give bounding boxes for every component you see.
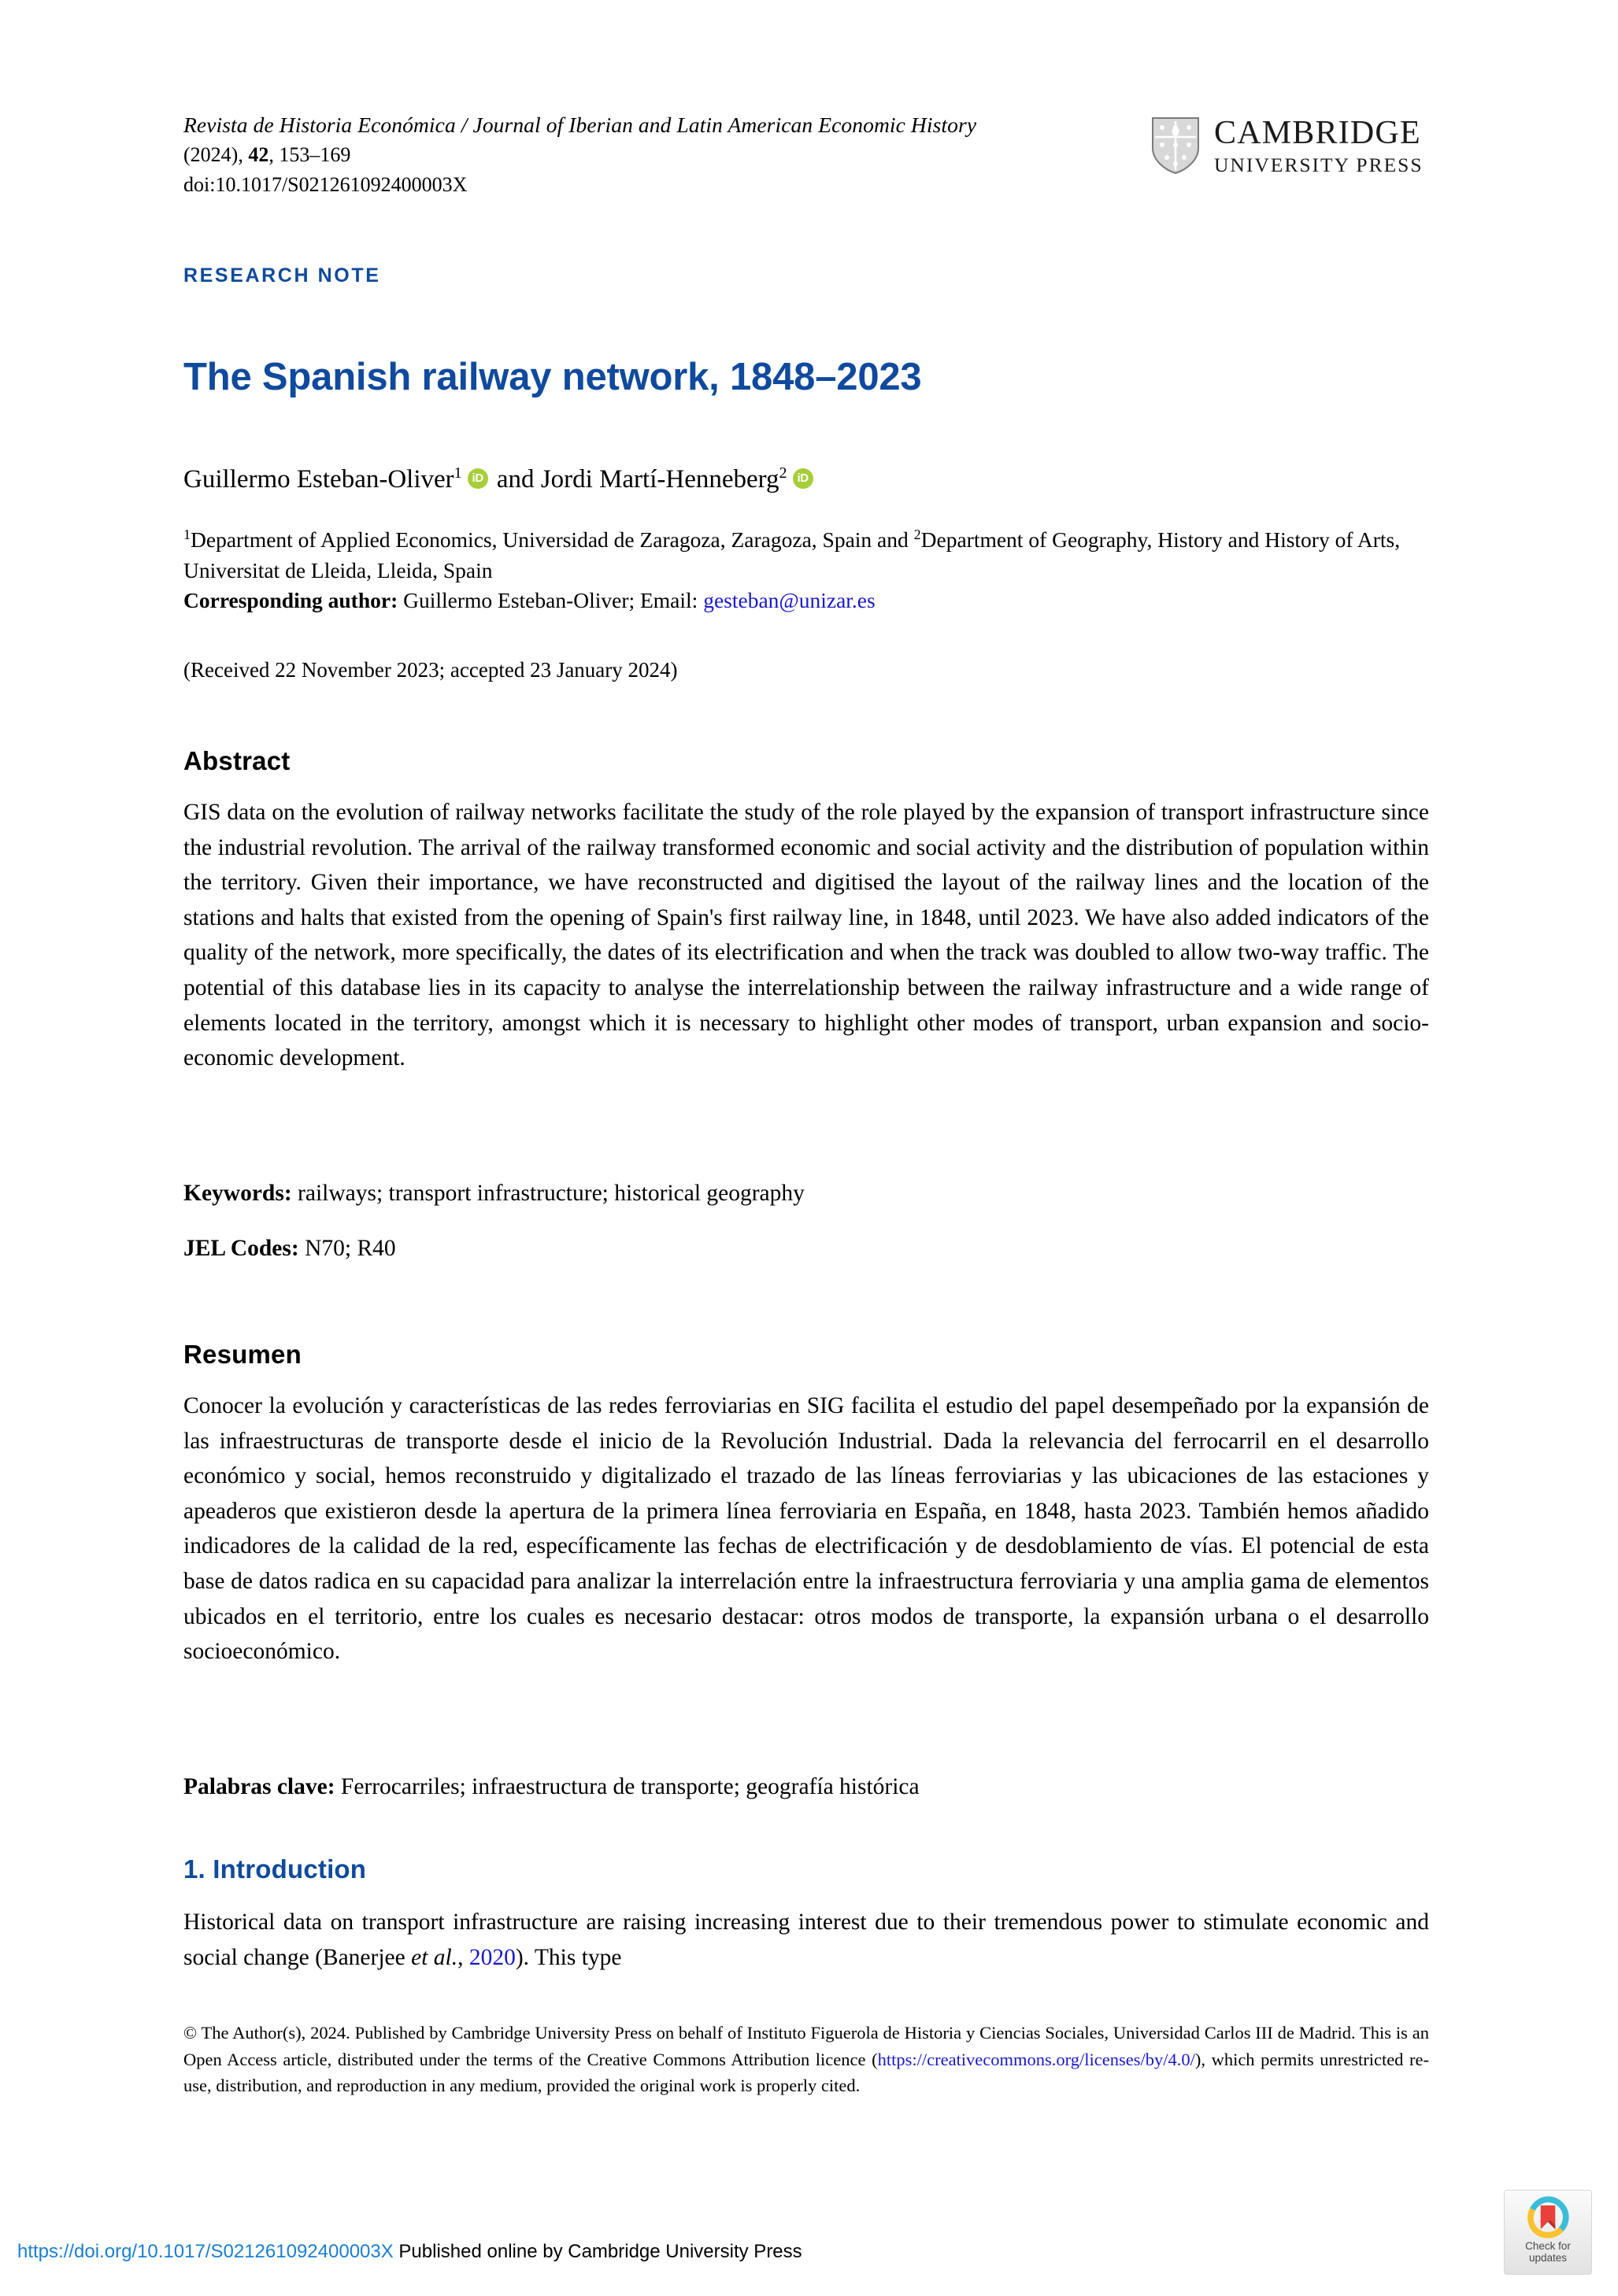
issue-line <box>183 140 1113 170</box>
palabras-clave-line <box>183 1769 1429 1804</box>
crossmark-check-for-updates-badge[interactable] <box>1504 2190 1592 2275</box>
intro-et-al: et al. <box>411 1944 458 1970</box>
doi-link[interactable]: https://doi.org/10.1017/S021261092400003X <box>17 2241 394 2262</box>
license-footnote <box>183 2020 1429 2099</box>
affiliation-marker-1: 1 <box>183 527 191 542</box>
citation-link-banerjee-2020[interactable]: 2020 <box>468 1944 516 1970</box>
orcid-icon[interactable] <box>468 468 488 489</box>
license-text-1: © The Author(s), 2024. Published by Cambridge University Press on behalf of Instituto Figuerola de Historia y Ciencias Sociales, Universidad Carlos III de Madrid. This is an Open Access article, distributed under the terms of the Creative Commons Attribution licence ( <box>183 2023 1429 2069</box>
affiliation-1: Department of Applied Economics, Universidad de Zaragoza, Zaragoza, Spain and <box>191 527 914 553</box>
article-type-kicker: RESEARCH NOTE <box>183 264 381 287</box>
volume-number: 42 <box>248 143 269 166</box>
cup-line-2: UNIVERSITY PRESS <box>1214 153 1424 176</box>
author-conjunction: and <box>490 465 541 494</box>
jel-codes-value: N70; R40 <box>298 1236 396 1261</box>
keywords-line <box>183 1176 1429 1211</box>
abstract-body: GIS data on the evolution of railway networks facilitate the study of the role played by the expansion of transport infrastructure since the industrial revolution. The arrival of the railway transformed economic and social activity and the distribution of population within the territory. Given their importance, we have reconstructed and digitised the layout of the railway lines and the location of the stations and halts that existed from the opening of Spain's first railway line, in 1848, until 2023. We have also added indicators of the quality of the network, more specifically, the dates of its electrification and when the track was doubled to allow two-way traffic. The potential of this database lies in its capacity to analyse the interrelationship between the railway infrastructure and a wide range of elements located in the territory, amongst which it is necessary to highlight other modes of transport, urban expansion and socio-economic development. <box>183 800 1429 1071</box>
resumen-heading: Resumen <box>183 1340 302 1369</box>
intro-text-1: Historical data on transport infrastructure are raising increasing interest due to their tremendous power to stimulate economic and social change (Banerjee <box>183 1910 1429 1970</box>
introduction-heading: 1. Introduction <box>183 1854 367 1884</box>
intro-text-3: ). This type <box>515 1944 622 1970</box>
orcid-icon[interactable] <box>793 468 813 489</box>
masthead <box>183 110 1113 200</box>
issue-pages: , 153–169 <box>268 143 351 166</box>
palabras-clave-value: Ferrocarriles; infraestructura de transporte; geografía histórica <box>335 1774 920 1799</box>
received-accepted-dates: (Received 22 November 2023; accepted 23 January 2024) <box>183 658 678 682</box>
published-online-note: Published online by Cambridge University Press <box>393 2241 802 2262</box>
cambridge-shield-icon <box>1151 116 1200 175</box>
author-name-1: Guillermo Esteban-Oliver <box>183 465 454 494</box>
crossmark-label <box>1525 2240 1571 2264</box>
affiliations-block <box>183 519 1435 616</box>
abstract-heading: Abstract <box>183 746 291 775</box>
keywords-label: Keywords: <box>183 1181 292 1206</box>
intro-text-2: , <box>457 1944 469 1970</box>
cambridge-university-press-logo <box>1151 115 1435 176</box>
keywords-value: railways; transport infrastructure; historical geography <box>291 1181 805 1206</box>
author-name-2: Jordi Martí-Henneberg <box>540 465 779 494</box>
author-2-affiliation-marker: 2 <box>779 464 787 482</box>
cup-wordmark <box>1214 116 1424 176</box>
author-1-affiliation-marker: 1 <box>454 464 462 482</box>
issue-prefix: (2024), <box>183 143 249 166</box>
crossmark-label-line-1: Check for <box>1525 2240 1571 2252</box>
journal-title: Revista de Historia Económica / Journal of Iberian and Latin American Economic History <box>183 113 977 137</box>
affiliation-marker-2: 2 <box>913 527 921 542</box>
footer-bar <box>17 2240 802 2264</box>
cup-line-1: CAMBRIDGE <box>1214 114 1421 151</box>
license-text-2: ), which permits unrestricted re-use, distribution, and reproduction in any medium, provided the original work is properly cited. <box>183 2049 1429 2095</box>
palabras-clave-label: Palabras clave: <box>183 1774 335 1799</box>
jel-codes-line <box>183 1231 1429 1266</box>
masthead-doi: doi:10.1017/S021261092400003X <box>183 173 468 196</box>
crossmark-label-line-2: updates <box>1528 2252 1568 2264</box>
crossmark-icon <box>1527 2196 1569 2239</box>
page-title: The Spanish railway network, 1848–2023 <box>183 356 922 398</box>
author-list <box>183 455 1443 497</box>
affiliation-2: Department of Geography, History and History of Arts, Universitat de Lleida, Lleida, Spain <box>183 527 1401 582</box>
resumen-body: Conocer la evolución y características de las redes ferroviarias en SIG facilita el estudio del papel desempeñado por la expansión de las infraestructuras de transporte desde el inicio de la Revolución Industrial. Dada la relevancia del ferrocarril en el desarrollo económico y social, hemos reconstruido y digitalizado el trazado de las líneas ferroviarias y las ubicaciones de las estaciones y apeaderos que existieron desde la apertura de la primera línea ferroviaria en España, en 1848, hasta 2023. También hemos añadido indicadores de la calidad de la red, específicamente las fechas de electrificación y de desdoblamiento de vías. El potencial de esta base de datos radica en su capacidad para analizar la interrelación entre la infraestructura ferroviaria y una amplia gama de elementos ubicados en el territorio, entre los cuales es necesario destacar: otros modos de transporte, la expansión urbana o el desarrollo socioeconómico. <box>183 1393 1429 1665</box>
corresponding-author-name: Guillermo Esteban-Oliver; Email: <box>398 588 704 613</box>
corresponding-author-label: Corresponding author: <box>183 588 398 613</box>
introduction-body <box>183 1905 1429 1975</box>
corresponding-author-email-link[interactable]: gesteban@unizar.es <box>703 588 876 613</box>
creative-commons-license-link[interactable]: https://creativecommons.org/licenses/by/4.0/ <box>877 2049 1195 2069</box>
jel-codes-label: JEL Codes: <box>183 1236 299 1261</box>
